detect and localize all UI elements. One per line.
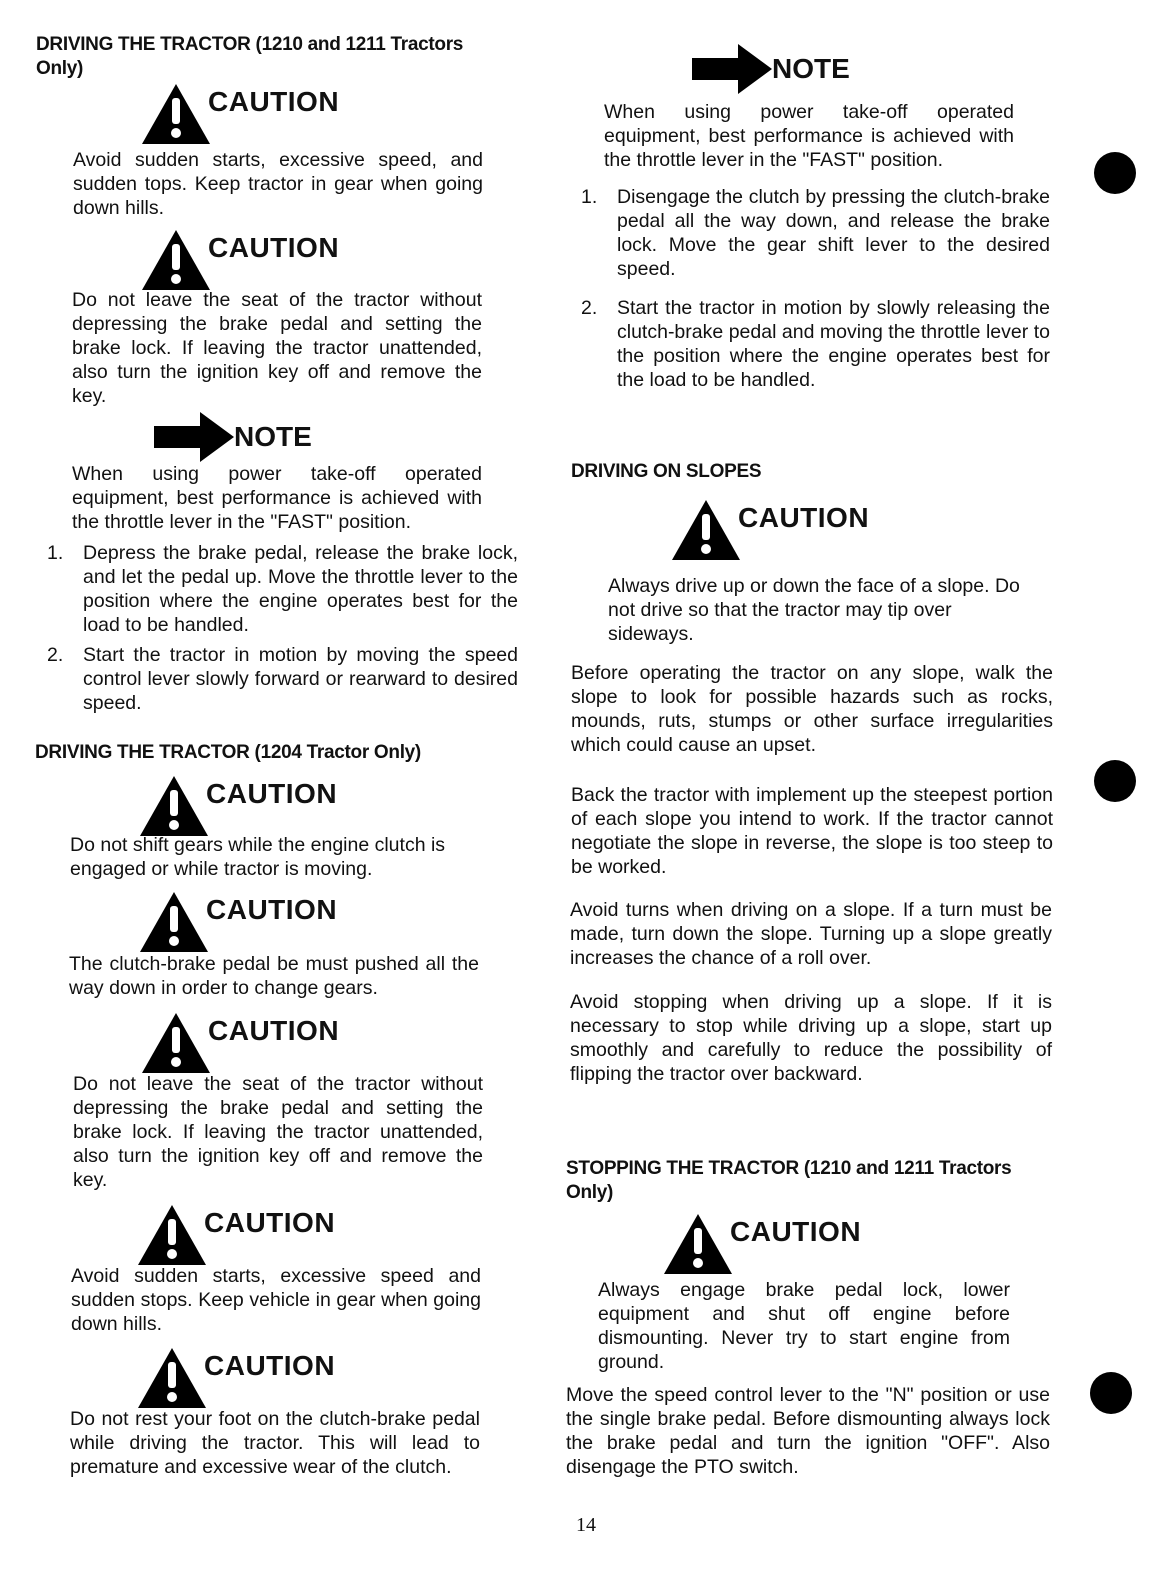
caution-text-9: Always engage brake pedal lock, lower equipment and shut off engine before dismounting. Never try to start engine from ground. (598, 1279, 1010, 1373)
step-text: Depress the brake pedal, release the brake lock, and let the pedal up. Move the throttle lever to the position where the engine operates best for the load to be handled. (83, 542, 518, 636)
step-text: Start the tractor in motion by slowly releasing the clutch-brake pedal and moving the throttle lever to the position where the engine operates best for the load to be handled. (617, 297, 1050, 391)
step-number: 1. (581, 186, 598, 208)
steps-list-1 (47, 541, 518, 715)
note-word: NOTE (234, 421, 312, 452)
caution-text-2: Do not leave the seat of the tractor without depressing the brake pedal and setting the brake lock. If leaving the tractor unattended, also turn the ignition key off and remove the key. (72, 289, 482, 407)
step-text: Start the tractor in motion by moving the speed control lever slowly forward or rearward to desired speed. (83, 644, 518, 714)
caution-text-3: Do not shift gears while the engine clutch is engaged or while tractor is moving. (70, 834, 446, 880)
list-item (581, 296, 1050, 392)
caution-word: CAUTION (208, 232, 340, 263)
caution-word: CAUTION (204, 1350, 336, 1381)
section-heading-driving-slopes: DRIVING ON SLOPES (571, 461, 762, 482)
caution-word: CAUTION (208, 86, 340, 117)
warning-triangle-icon (670, 498, 742, 562)
warning-triangle-icon (138, 890, 210, 954)
section-heading-driving-1210-1211: DRIVING THE TRACTOR (1210 and 1211 Tractors Only) (36, 34, 464, 79)
caution-word: CAUTION (738, 502, 870, 533)
paragraph-2: Back the tractor with implement up the steepest portion of each slope you intend to work. If the tractor cannot negotiate the slope in reverse, the slope is too steep to be worked. (571, 784, 1053, 878)
steps-list-2 (581, 185, 1050, 392)
caution-word: CAUTION (206, 778, 338, 809)
section-heading-driving-1204: DRIVING THE TRACTOR (1204 Tractor Only) (35, 742, 421, 763)
caution-word: CAUTION (208, 1015, 340, 1046)
warning-triangle-icon (662, 1212, 734, 1276)
list-item (47, 643, 518, 715)
caution-label-6 (136, 1195, 335, 1267)
caution-word: CAUTION (730, 1216, 862, 1247)
list-item (47, 541, 518, 637)
caution-text-6: Avoid sudden starts, excessive speed and sudden stops. Keep vehicle in gear when going down hills. (71, 1265, 481, 1335)
note-label-2 (690, 42, 850, 96)
warning-triangle-icon (140, 1011, 212, 1075)
step-text: Disengage the clutch by pressing the clutch-brake pedal all the way down, and release the brake lock. Move the gear shift lever to the desired speed. (617, 186, 1050, 280)
binder-hole-dot (1090, 1372, 1132, 1414)
caution-word: CAUTION (206, 894, 338, 925)
caution-text-1: Avoid sudden starts, excessive speed, and sudden tops. Keep tractor in gear when going down hills. (73, 149, 483, 219)
caution-word: CAUTION (204, 1207, 336, 1238)
caution-text-7: Do not rest your foot on the clutch-brake pedal while driving the tractor. This will lead to premature and excessive wear of the clutch. (70, 1408, 480, 1478)
paragraph-3: Avoid turns when driving on a slope. If a turn must be made, turn down the slope. Turning up a slope greatly increases the chance of a roll over. (570, 899, 1052, 969)
list-item (581, 185, 1050, 281)
warning-triangle-icon (136, 1203, 208, 1267)
caution-label-5 (140, 1003, 339, 1075)
note-word: NOTE (772, 53, 850, 84)
binder-hole-dot (1094, 760, 1136, 802)
caution-label-9 (662, 1204, 861, 1276)
arrow-right-icon (152, 410, 236, 464)
binder-hole-dot (1094, 152, 1136, 194)
step-number: 1. (47, 542, 64, 564)
caution-text-5: Do not leave the seat of the tractor without depressing the brake pedal and setting the brake lock. If leaving the tractor unattended, also turn the ignition key off and remove the key. (73, 1073, 483, 1191)
warning-triangle-icon (138, 774, 210, 838)
paragraph-4: Avoid stopping when driving up a slope. If it is necessary to stop while driving up a slope, start up smoothly and carefully to reduce the possibility of flipping the tractor over backward. (570, 991, 1052, 1085)
warning-triangle-icon (140, 228, 212, 292)
caution-label-4 (138, 882, 337, 954)
paragraph-5: Move the speed control lever to the "N" position or use the single brake pedal. Before dismounting always lock the brake pedal and turn the ignition "OFF". Also disengage the PTO switch. (566, 1384, 1050, 1478)
note-text-2: When using power take-off operated equipment, best performance is achieved with the throttle lever in the "FAST" position. (604, 101, 1014, 171)
warning-triangle-icon (140, 82, 212, 146)
section-heading-stopping: STOPPING THE TRACTOR (1210 and 1211 Tractors Only) (566, 1158, 1012, 1203)
step-number: 2. (581, 297, 598, 319)
step-number: 2. (47, 644, 64, 666)
caution-text-4: The clutch-brake pedal be must pushed all the way down in order to change gears. (69, 953, 479, 999)
note-label-1 (152, 410, 312, 464)
note-text-1: When using power take-off operated equipment, best performance is achieved with the throttle lever in the "FAST" position. (72, 463, 482, 533)
caution-label-2 (140, 220, 339, 292)
caution-label-1 (140, 74, 339, 146)
caution-label-8 (670, 490, 869, 562)
paragraph-1: Before operating the tractor on any slope, walk the slope to look for possible hazards such as rocks, mounds, ruts, stumps or other surface irregularities which could cause an upset. (571, 662, 1053, 756)
page-number: 14 (576, 1514, 596, 1536)
caution-label-3 (138, 766, 337, 838)
caution-text-8: Always drive up or down the face of a slope. Do not drive so that the tractor may tip over sideways. (608, 575, 1020, 645)
caution-label-7 (136, 1338, 335, 1410)
arrow-right-icon (690, 42, 774, 96)
warning-triangle-icon (136, 1346, 208, 1410)
